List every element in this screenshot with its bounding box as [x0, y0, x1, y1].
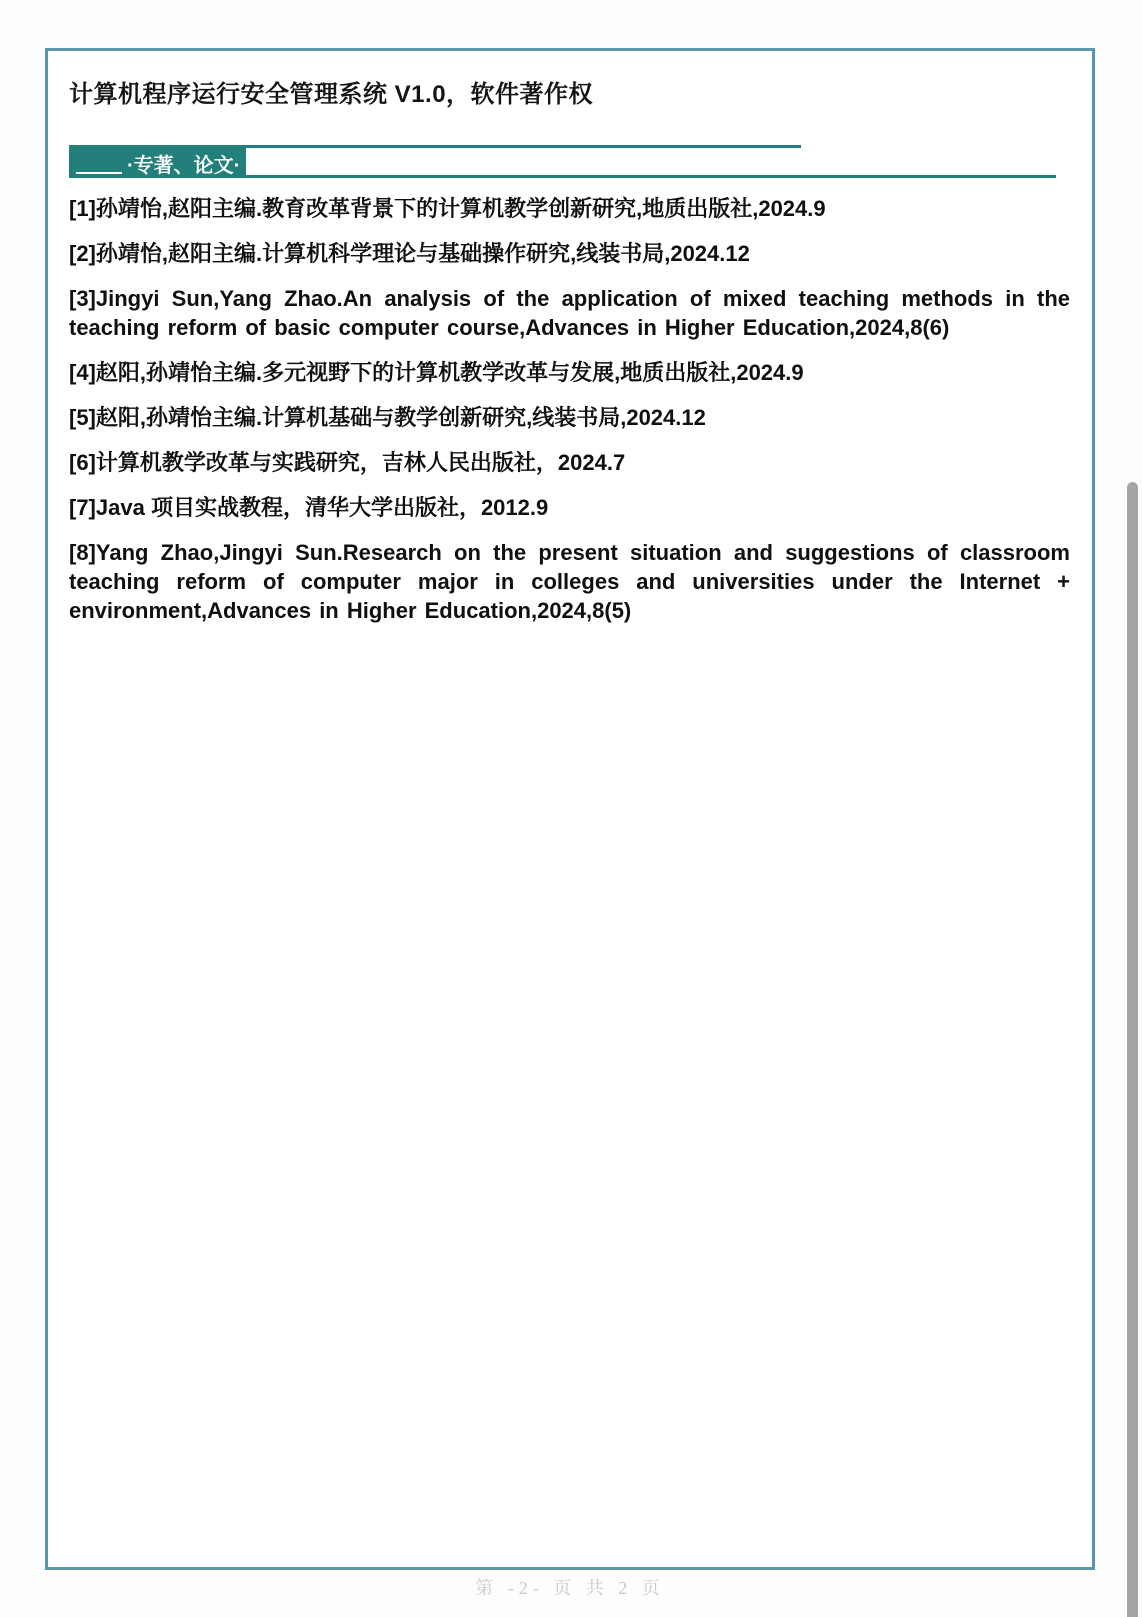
scrollbar-thumb[interactable] — [1127, 482, 1138, 1617]
document-page — [45, 48, 1095, 1570]
publication-item: [6]计算机教学改革与实践研究，吉林人民出版社，2024.7 — [69, 450, 626, 475]
section-rule-bottom — [246, 175, 1056, 178]
page-title: 计算机程序运行安全管理系统 V1.0，软件著作权 — [69, 81, 594, 108]
publication-item: [4]赵阳,孙靖怡主编.多元视野下的计算机教学改革与发展,地质出版社,2024.9 — [69, 360, 804, 385]
section-label-box — [69, 148, 246, 178]
section-label: ·专著、论文· — [127, 154, 241, 177]
publication-list — [69, 194, 1070, 625]
publication-item: [1]孙靖怡,赵阳主编.教育改革背景下的计算机教学创新研究,地质出版社,2024.9 — [69, 196, 826, 221]
section-header — [69, 145, 1070, 178]
publication-item: [2]孙靖怡,赵阳主编.计算机科学理论与基础操作研究,线装书局,2024.12 — [69, 241, 750, 266]
section-header-row — [69, 148, 1070, 178]
publication-item: [5]赵阳,孙靖怡主编.计算机基础与教学创新研究,线装书局,2024.12 — [69, 405, 706, 430]
section-underline-decoration — [76, 172, 122, 174]
page-content — [48, 51, 1092, 625]
publication-item: [8]Yang Zhao,Jingyi Sun.Research on the present situation and suggestions of classroom teaching reform of computer major in colleges and universities under the Internet + environment,Advances in Higher Education,2024,8(5) — [69, 540, 1070, 623]
publication-item: [3]Jingyi Sun,Yang Zhao.An analysis of the application of mixed teaching methods in the teaching reform of basic computer course,Advances in Higher Education,2024,8(6) — [69, 286, 1070, 340]
scrollbar-track[interactable] — [1125, 0, 1140, 1617]
page-number: 第 -2- 页 共 2 页 — [475, 1578, 665, 1598]
publication-item: [7]Java 项目实战教程，清华大学出版社，2012.9 — [69, 495, 549, 520]
